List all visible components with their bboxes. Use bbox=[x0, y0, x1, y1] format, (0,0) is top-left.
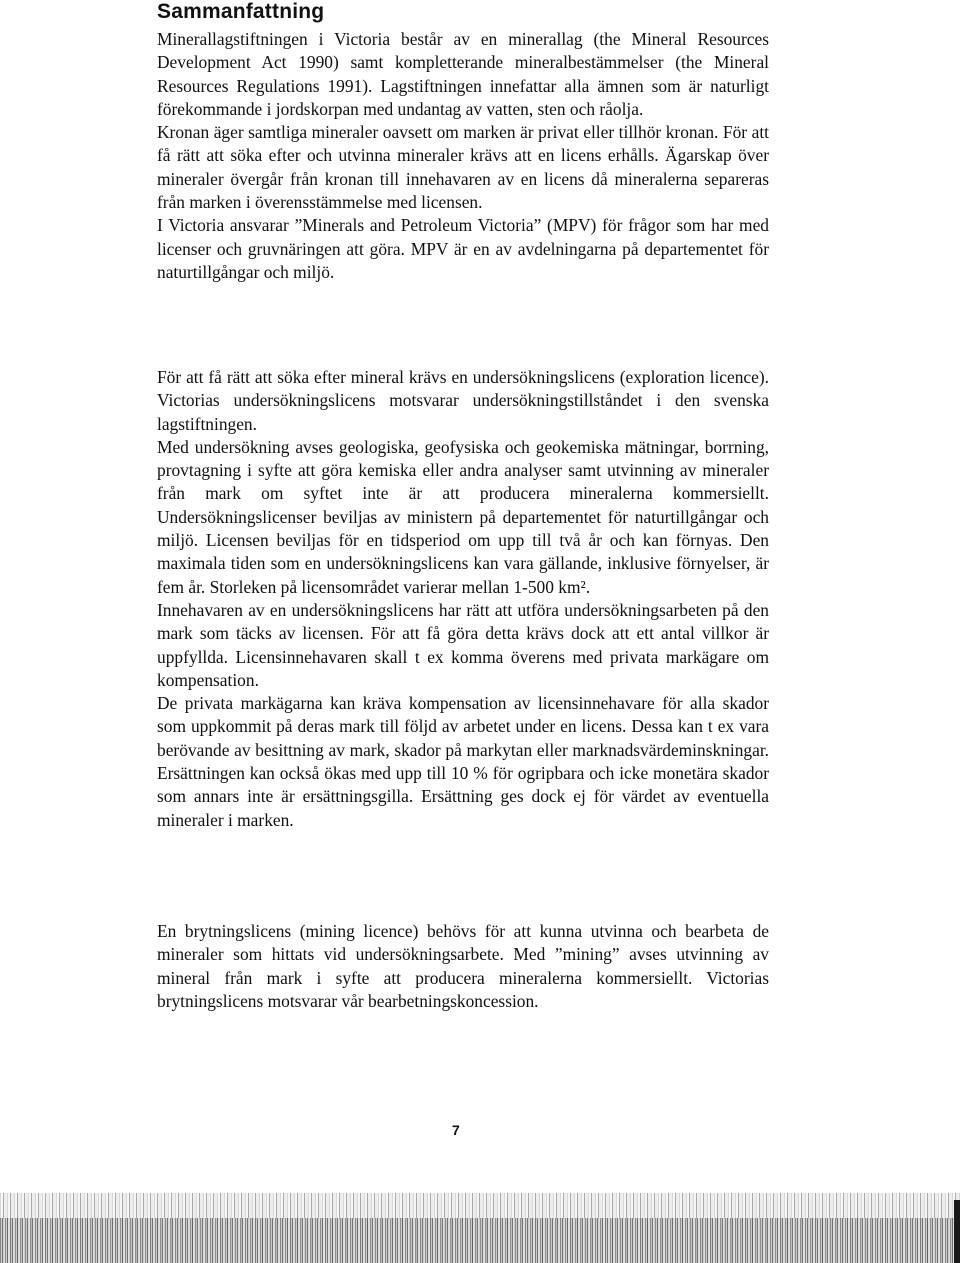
paragraph-licence-holder-rights: Innehavaren av en undersökningslicens har rätt att utföra undersökningsarbeten på den mark som täcks av licensen. För att få göra detta krävs dock att ett antal villkor är uppfyllda. Licensinnehavaren skall t ex komma överens med privata markägare om kompensation. bbox=[157, 599, 769, 690]
scan-artifact-edge bbox=[954, 1200, 960, 1263]
paragraph-mpv: I Victoria ansvarar ”Minerals and Petroleum Victoria” (MPV) för frågor som har med licenser och gruvnäringen att göra. MPV är en av avdelningarna på departementet för naturtillgångar och miljö. bbox=[157, 215, 769, 282]
scan-artifact-band-dark bbox=[0, 1218, 960, 1263]
section-mining-licence bbox=[157, 920, 769, 1013]
page-number: 7 bbox=[452, 1122, 460, 1138]
section-legislation bbox=[157, 28, 769, 284]
paragraph-legislation: Minerallagstiftningen i Victoria består av en minerallag (the Mineral Resources Development Act 1990) samt kompletterande mineralbestämmelser (the Mineral Resources Regulations 1991). Lagstiftningen innefattar alla ämnen som är naturligt förekommande i jordskorpan med undantag av vatten, sten och råolja. bbox=[157, 29, 769, 119]
paragraph-mining-licence: En brytningslicens (mining licence) behövs för att kunna utvinna och bearbeta de mineraler som hittats vid undersökningsarbete. Med ”mining” avses utvinning av mineral från mark i syfte att producera mineralerna kommersiellt. Victorias brytningslicens motsvarar vår bearbetningskoncession. bbox=[157, 921, 769, 1011]
paragraph-exploration-licence: För att få rätt att söka efter mineral krävs en undersökningslicens (exploration licence). Victorias undersökningslicens motsvarar undersökningstillståndet i den svenska lagstiftningen. bbox=[157, 367, 769, 434]
page-title: Sammanfattning bbox=[157, 0, 325, 23]
paragraph-compensation: De privata markägarna kan kräva kompensation av licensinnehavare för alla skador som uppkommit på deras mark till följd av arbetet under en licens. Dessa kan t ex vara berövande av besittning av mark, skador på markytan eller marknadsvärdeminskningar. Ersättningen kan också ökas med upp till 10 % för ogripbara och icke monetära skador som annars inte är ersättningsgilla. Ersättning ges dock ej för värdet av eventuella mineraler i marken. bbox=[157, 693, 769, 830]
section-exploration-licence bbox=[157, 366, 769, 832]
paragraph-exploration-definition: Med undersökning avses geologiska, geofysiska och geokemiska mätningar, borrning, provtagning i syfte att göra kemiska eller andra analyser samt utvinning av mineraler från mark om syftet inte är att producera mineralerna kommersiellt. Undersökningslicenser beviljas av ministern på departementet för naturtillgångar och miljö. Licensen beviljas för en tidsperiod om upp till två år och kan förnyas. Den maximala tiden som en undersökningslicens kan vara gällande, inklusive förnyelser, är fem år. Storleken på licensområdet varierar mellan 1-500 km². bbox=[157, 436, 769, 597]
paragraph-crown-ownership: Kronan äger samtliga mineraler oavsett om marken är privat eller tillhör kronan. För att få rätt att söka efter och utvinna mineraler krävs att en licens erhålls. Ägarskap över mineraler övergår från kronan till innehavaren av en licens då mineralerna separeras från marken i överensstämmelse med licensen. bbox=[157, 122, 769, 213]
